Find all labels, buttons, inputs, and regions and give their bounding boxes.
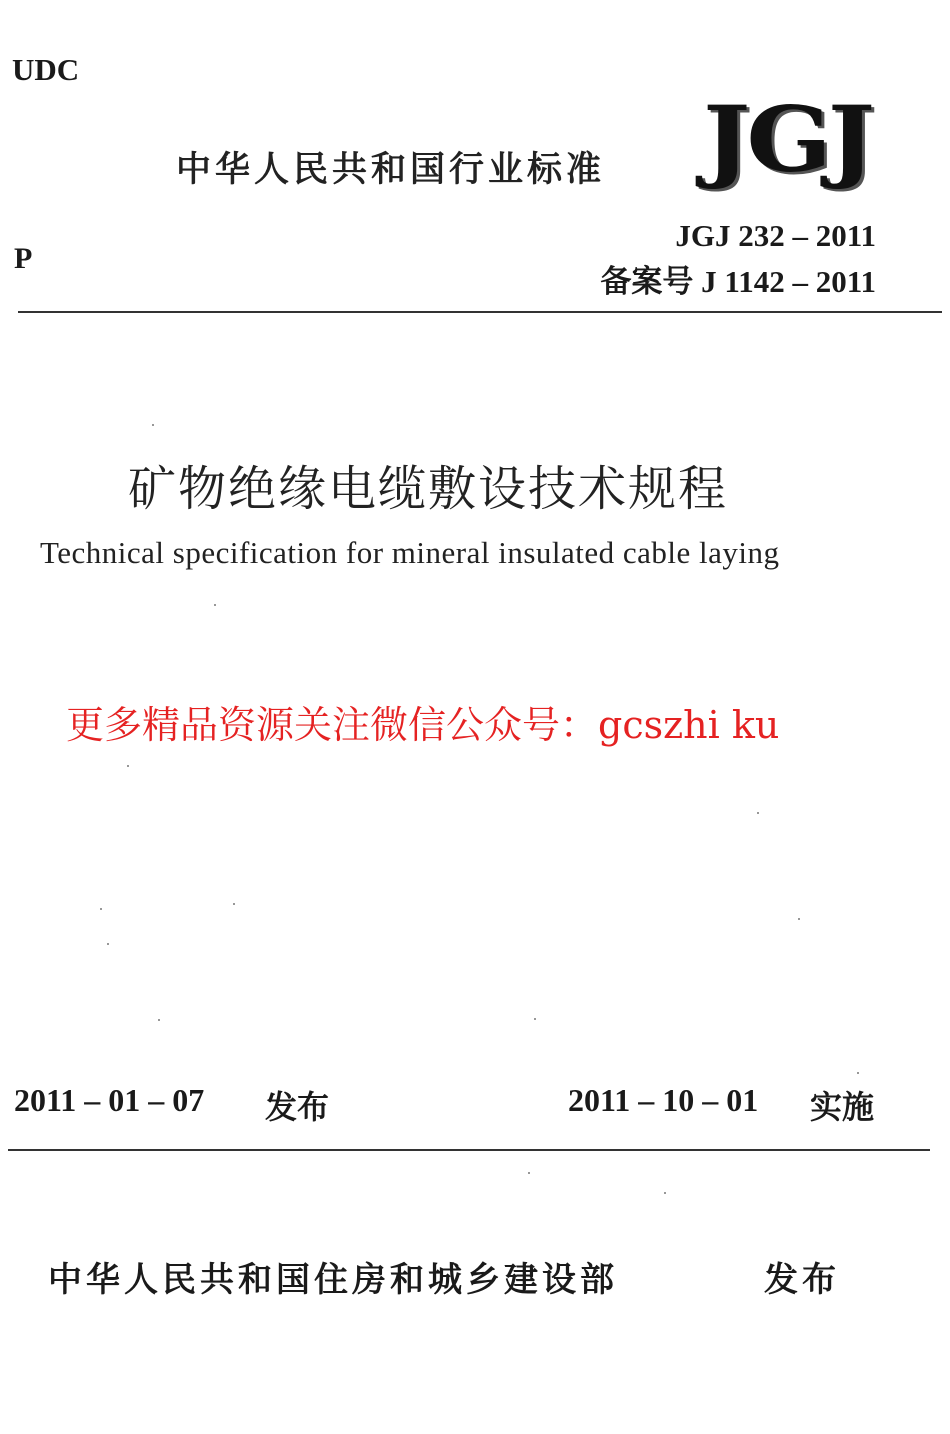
publisher-name: 中华人民共和国住房和城乡建设部	[48, 1260, 618, 1300]
scan-speck	[152, 424, 154, 426]
top-divider	[18, 311, 942, 313]
promo-watermark-text: 更多精品资源关注微信公众号：gcszhi ku	[66, 703, 780, 747]
jgj-logo: JGJ	[703, 85, 872, 193]
scan-speck	[757, 812, 759, 814]
scan-speck	[857, 1072, 859, 1074]
udc-label: UDC	[12, 52, 80, 87]
scan-speck	[664, 1192, 666, 1194]
scan-speck	[100, 908, 102, 910]
publisher-label: 发布	[764, 1260, 840, 1300]
classification-code: P	[14, 242, 33, 275]
scan-speck	[798, 918, 800, 920]
scan-speck	[534, 1018, 536, 1020]
scan-speck	[127, 765, 129, 767]
record-number: 备案号 J 1142 – 2011	[600, 264, 876, 299]
scan-speck	[233, 903, 235, 905]
implementation-date: 2011 – 10 – 01	[568, 1082, 759, 1118]
implementation-label: 实施	[810, 1088, 875, 1126]
scan-speck	[158, 1019, 160, 1021]
document-title-english: Technical specification for mineral insulated cable laying	[40, 535, 780, 570]
document-title-chinese: 矿物绝缘电缆敷设技术规程	[128, 461, 729, 517]
standard-number: JGJ 232 – 2011	[675, 218, 876, 253]
issue-label: 发布	[265, 1088, 330, 1126]
issue-date: 2011 – 01 – 07	[14, 1082, 205, 1118]
scan-speck	[528, 1172, 530, 1174]
standard-type-heading: 中华人民共和国行业标准	[176, 150, 606, 190]
bottom-divider	[8, 1149, 930, 1151]
scan-speck	[107, 943, 109, 945]
scan-speck	[214, 604, 216, 606]
